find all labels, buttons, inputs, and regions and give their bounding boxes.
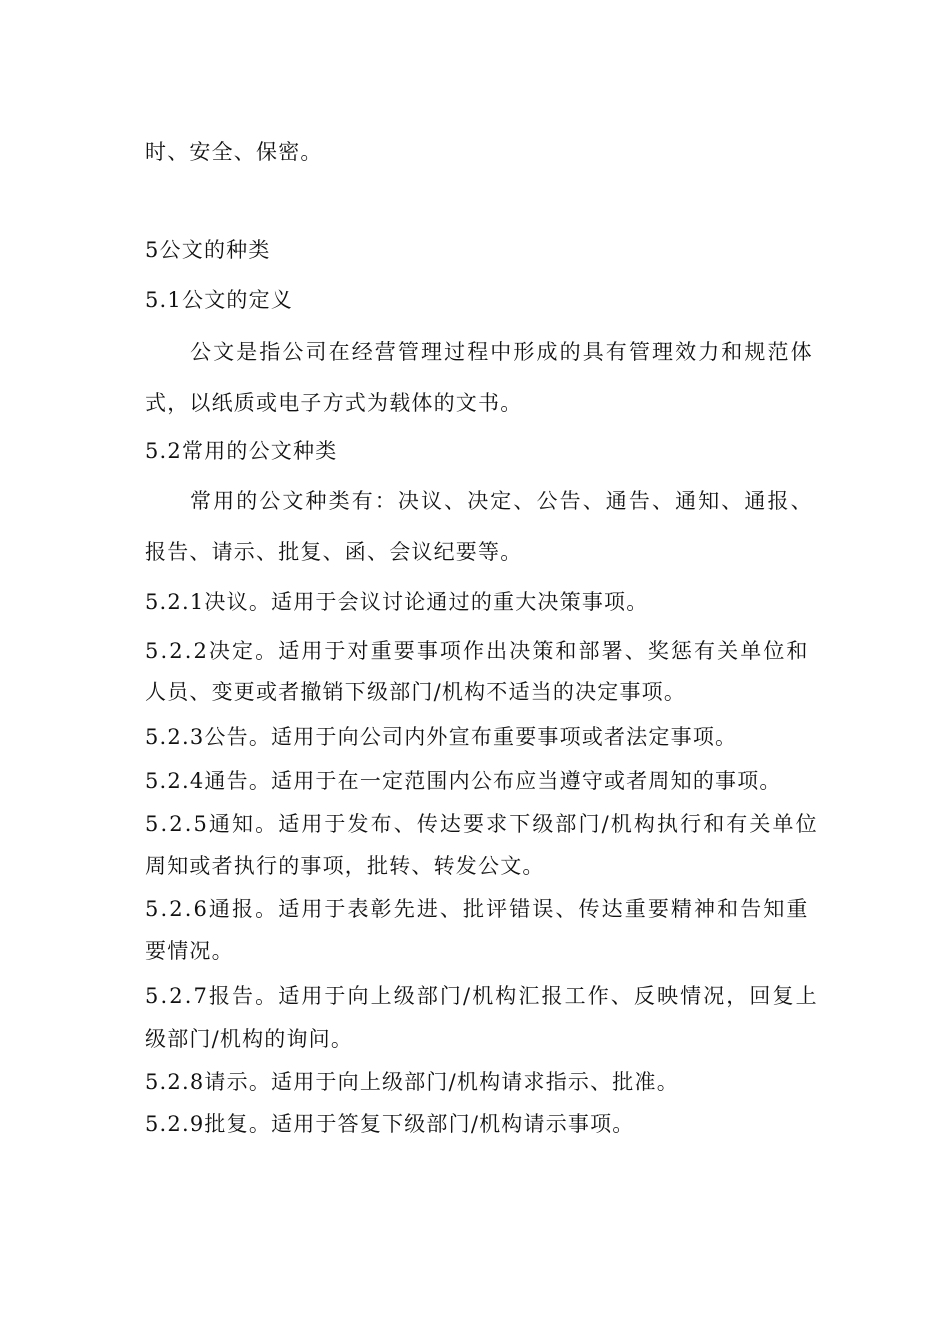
paragraph-definition-line-2: 式，以纸质或电子方式为载体的文书。 [145, 391, 523, 415]
item-5-2-6-line-1: 5.2.6通报。适用于表彰先进、批评错误、传达重要精神和告知重 [145, 897, 810, 921]
item-5-2-8: 5.2.8请示。适用于向上级部门/机构请求指示、批准。 [145, 1070, 679, 1094]
section-heading-5-2: 5.2常用的公文种类 [145, 439, 338, 463]
item-5-2-9: 5.2.9批复。适用于答复下级部门/机构请示事项。 [145, 1112, 635, 1136]
paragraph-definition-line-1: 公文是指公司在经营管理过程中形成的具有管理效力和规范体 [190, 340, 814, 364]
section-heading-5: 5公文的种类 [145, 238, 271, 262]
section-heading-5-1: 5.1公文的定义 [145, 288, 293, 312]
item-5-2-2-line-1: 5.2.2决定。适用于对重要事项作出决策和部署、奖惩有关单位和 [145, 639, 810, 663]
item-5-2-3: 5.2.3公告。适用于向公司内外宣布重要事项或者法定事项。 [145, 725, 738, 749]
item-5-2-6-line-2: 要情况。 [145, 939, 234, 963]
item-5-2-5-line-2: 周知或者执行的事项，批转、转发公文。 [145, 854, 545, 878]
item-5-2-2-line-2: 人员、变更或者撤销下级部门/机构不适当的决定事项。 [145, 680, 687, 704]
text-line-safety: 时、安全、保密。 [145, 140, 323, 164]
item-5-2-7-line-1: 5.2.7报告。适用于向上级部门/机构汇报工作、反映情况，回复上 [145, 984, 819, 1008]
item-5-2-7-line-2: 级部门/机构的询问。 [145, 1027, 354, 1051]
item-5-2-4: 5.2.4通告。适用于在一定范围内公布应当遵守或者周知的事项。 [145, 769, 782, 793]
item-5-2-5-line-1: 5.2.5通知。适用于发布、传达要求下级部门/机构执行和有关单位 [145, 812, 819, 836]
paragraph-types-line-2: 报告、请示、批复、函、会议纪要等。 [145, 540, 523, 564]
item-5-2-1: 5.2.1决议。适用于会议讨论通过的重大决策事项。 [145, 590, 649, 614]
paragraph-types-line-1: 常用的公文种类有：决议、决定、公告、通告、通知、通报、 [190, 489, 814, 513]
